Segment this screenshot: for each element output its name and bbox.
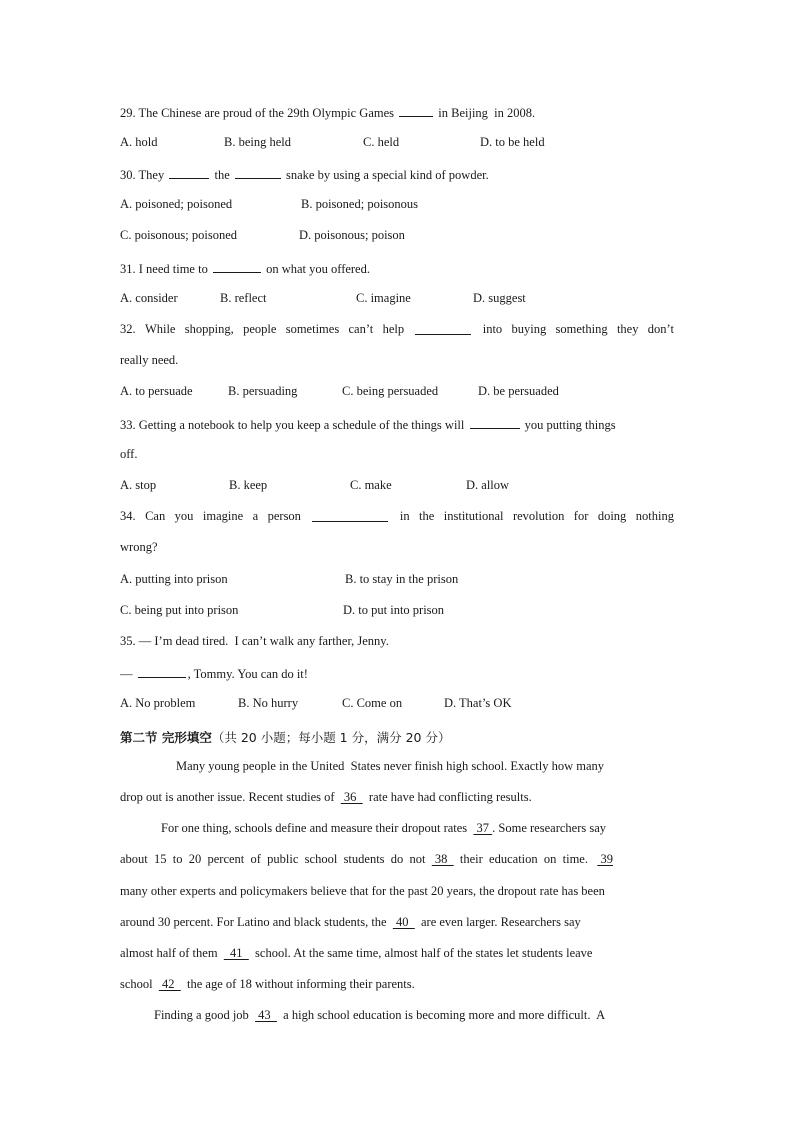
passage-paragraph-1-line-1: Many young people in the United States never finish high school. Exactly how many — [176, 759, 605, 773]
option-b: B. being held — [224, 135, 292, 149]
option-d: D. to put into prison — [343, 603, 445, 617]
option-a: A. stop — [120, 478, 157, 492]
gap-39: 39 — [597, 852, 613, 866]
question-32-continuation: really need. — [120, 353, 179, 367]
option-b: B. reflect — [220, 291, 267, 305]
question-34-continuation: wrong? — [120, 540, 158, 554]
answer-blank — [169, 166, 209, 179]
question-33-continuation: off. — [120, 447, 138, 461]
option-a: A. hold — [120, 135, 158, 149]
option-c: C. held — [363, 135, 400, 149]
passage-paragraph-2-line-1: For one thing, schools define and measure their dropout rates 37 . Some researchers say — [161, 821, 607, 835]
passage-paragraph-2-line-2: about 15 to 20 percent of public school students do not 38 their education on time. 39 — [120, 852, 613, 866]
option-b: B. persuading — [228, 384, 298, 398]
question-33-stem: 33. Getting a notebook to help you keep a schedule of the things will you putting things — [120, 418, 616, 432]
gap-43: 43 — [255, 1008, 277, 1022]
gap-36: 36 — [340, 790, 363, 804]
answer-blank — [470, 416, 520, 429]
option-b: B. poisoned; poisonous — [301, 197, 419, 211]
question-32-stem: 32. While shopping, people sometimes can’t help into buying something they don’t — [120, 322, 674, 336]
answer-blank — [138, 665, 186, 678]
question-35-reply-line: — , Tommy. You can do it! — [120, 667, 308, 681]
gap-38: 38 — [431, 852, 454, 866]
answer-blank — [312, 509, 388, 522]
gap-37: 37 — [473, 821, 493, 835]
gap-41: 41 — [223, 946, 249, 960]
option-a: A. consider — [120, 291, 178, 305]
option-d: D. suggest — [473, 291, 526, 305]
answer-blank — [213, 260, 261, 273]
option-c: C. Come on — [342, 696, 403, 710]
option-c: C. make — [350, 478, 392, 492]
option-a: A. poisoned; poisoned — [120, 197, 233, 211]
option-a: A. putting into prison — [120, 572, 228, 586]
question-29-stem: 29. The Chinese are proud of the 29th Olympic Games in Beijing in 2008. — [120, 106, 536, 120]
question-30-stem: 30. They the snake by using a special kind of powder. — [120, 168, 489, 182]
gap-40: 40 — [392, 915, 415, 929]
option-c: C. being persuaded — [342, 384, 439, 398]
option-d: D. be persuaded — [478, 384, 559, 398]
answer-blank — [235, 166, 281, 179]
gap-42: 42 — [158, 977, 181, 991]
answer-blank — [415, 322, 471, 335]
option-a: A. No problem — [120, 696, 196, 710]
option-b: B. to stay in the prison — [345, 572, 459, 586]
question-34-stem: 34. Can you imagine a person in the institutional revolution for doing nothing — [120, 509, 674, 523]
option-d: D. That’s OK — [444, 696, 512, 710]
option-d: D. allow — [466, 478, 510, 492]
passage-paragraph-2-line-6: school 42 the age of 18 without informing their parents. — [120, 977, 415, 991]
question-35-dialogue-line: 35. — I’m dead tired. I can’t walk any farther, Jenny. — [120, 634, 389, 648]
option-d: D. poisonous; poison — [299, 228, 405, 242]
passage-paragraph-2-line-4: around 30 percent. For Latino and black students, the 40 are even larger. Researchers say — [120, 915, 581, 929]
question-31-stem: 31. I need time to on what you offered. — [120, 262, 370, 276]
passage-paragraph-2-line-5: almost half of them 41 school. At the same time, almost half of the states let students leave — [120, 946, 593, 960]
passage-paragraph-2-line-3: many other experts and policymakers believe that for the past 20 years, the dropout rate has been — [120, 884, 605, 898]
answer-blank — [399, 104, 433, 117]
option-c: C. imagine — [356, 291, 411, 305]
passage-paragraph-3-line-1: Finding a good job 43 a high school education is becoming more and more difficult. A — [154, 1008, 606, 1022]
section-heading: 第二节 完形填空（共 20 小题；每小题 1 分，满分 20 分） — [120, 730, 451, 745]
option-b: B. No hurry — [238, 696, 299, 710]
option-c: C. being put into prison — [120, 603, 239, 617]
option-c: C. poisonous; poisoned — [120, 228, 238, 242]
option-b: B. keep — [229, 478, 268, 492]
option-a: A. to persuade — [120, 384, 193, 398]
passage-paragraph-1-line-2: drop out is another issue. Recent studies of 36 rate have had conflicting results. — [120, 790, 532, 804]
option-d: D. to be held — [480, 135, 545, 149]
